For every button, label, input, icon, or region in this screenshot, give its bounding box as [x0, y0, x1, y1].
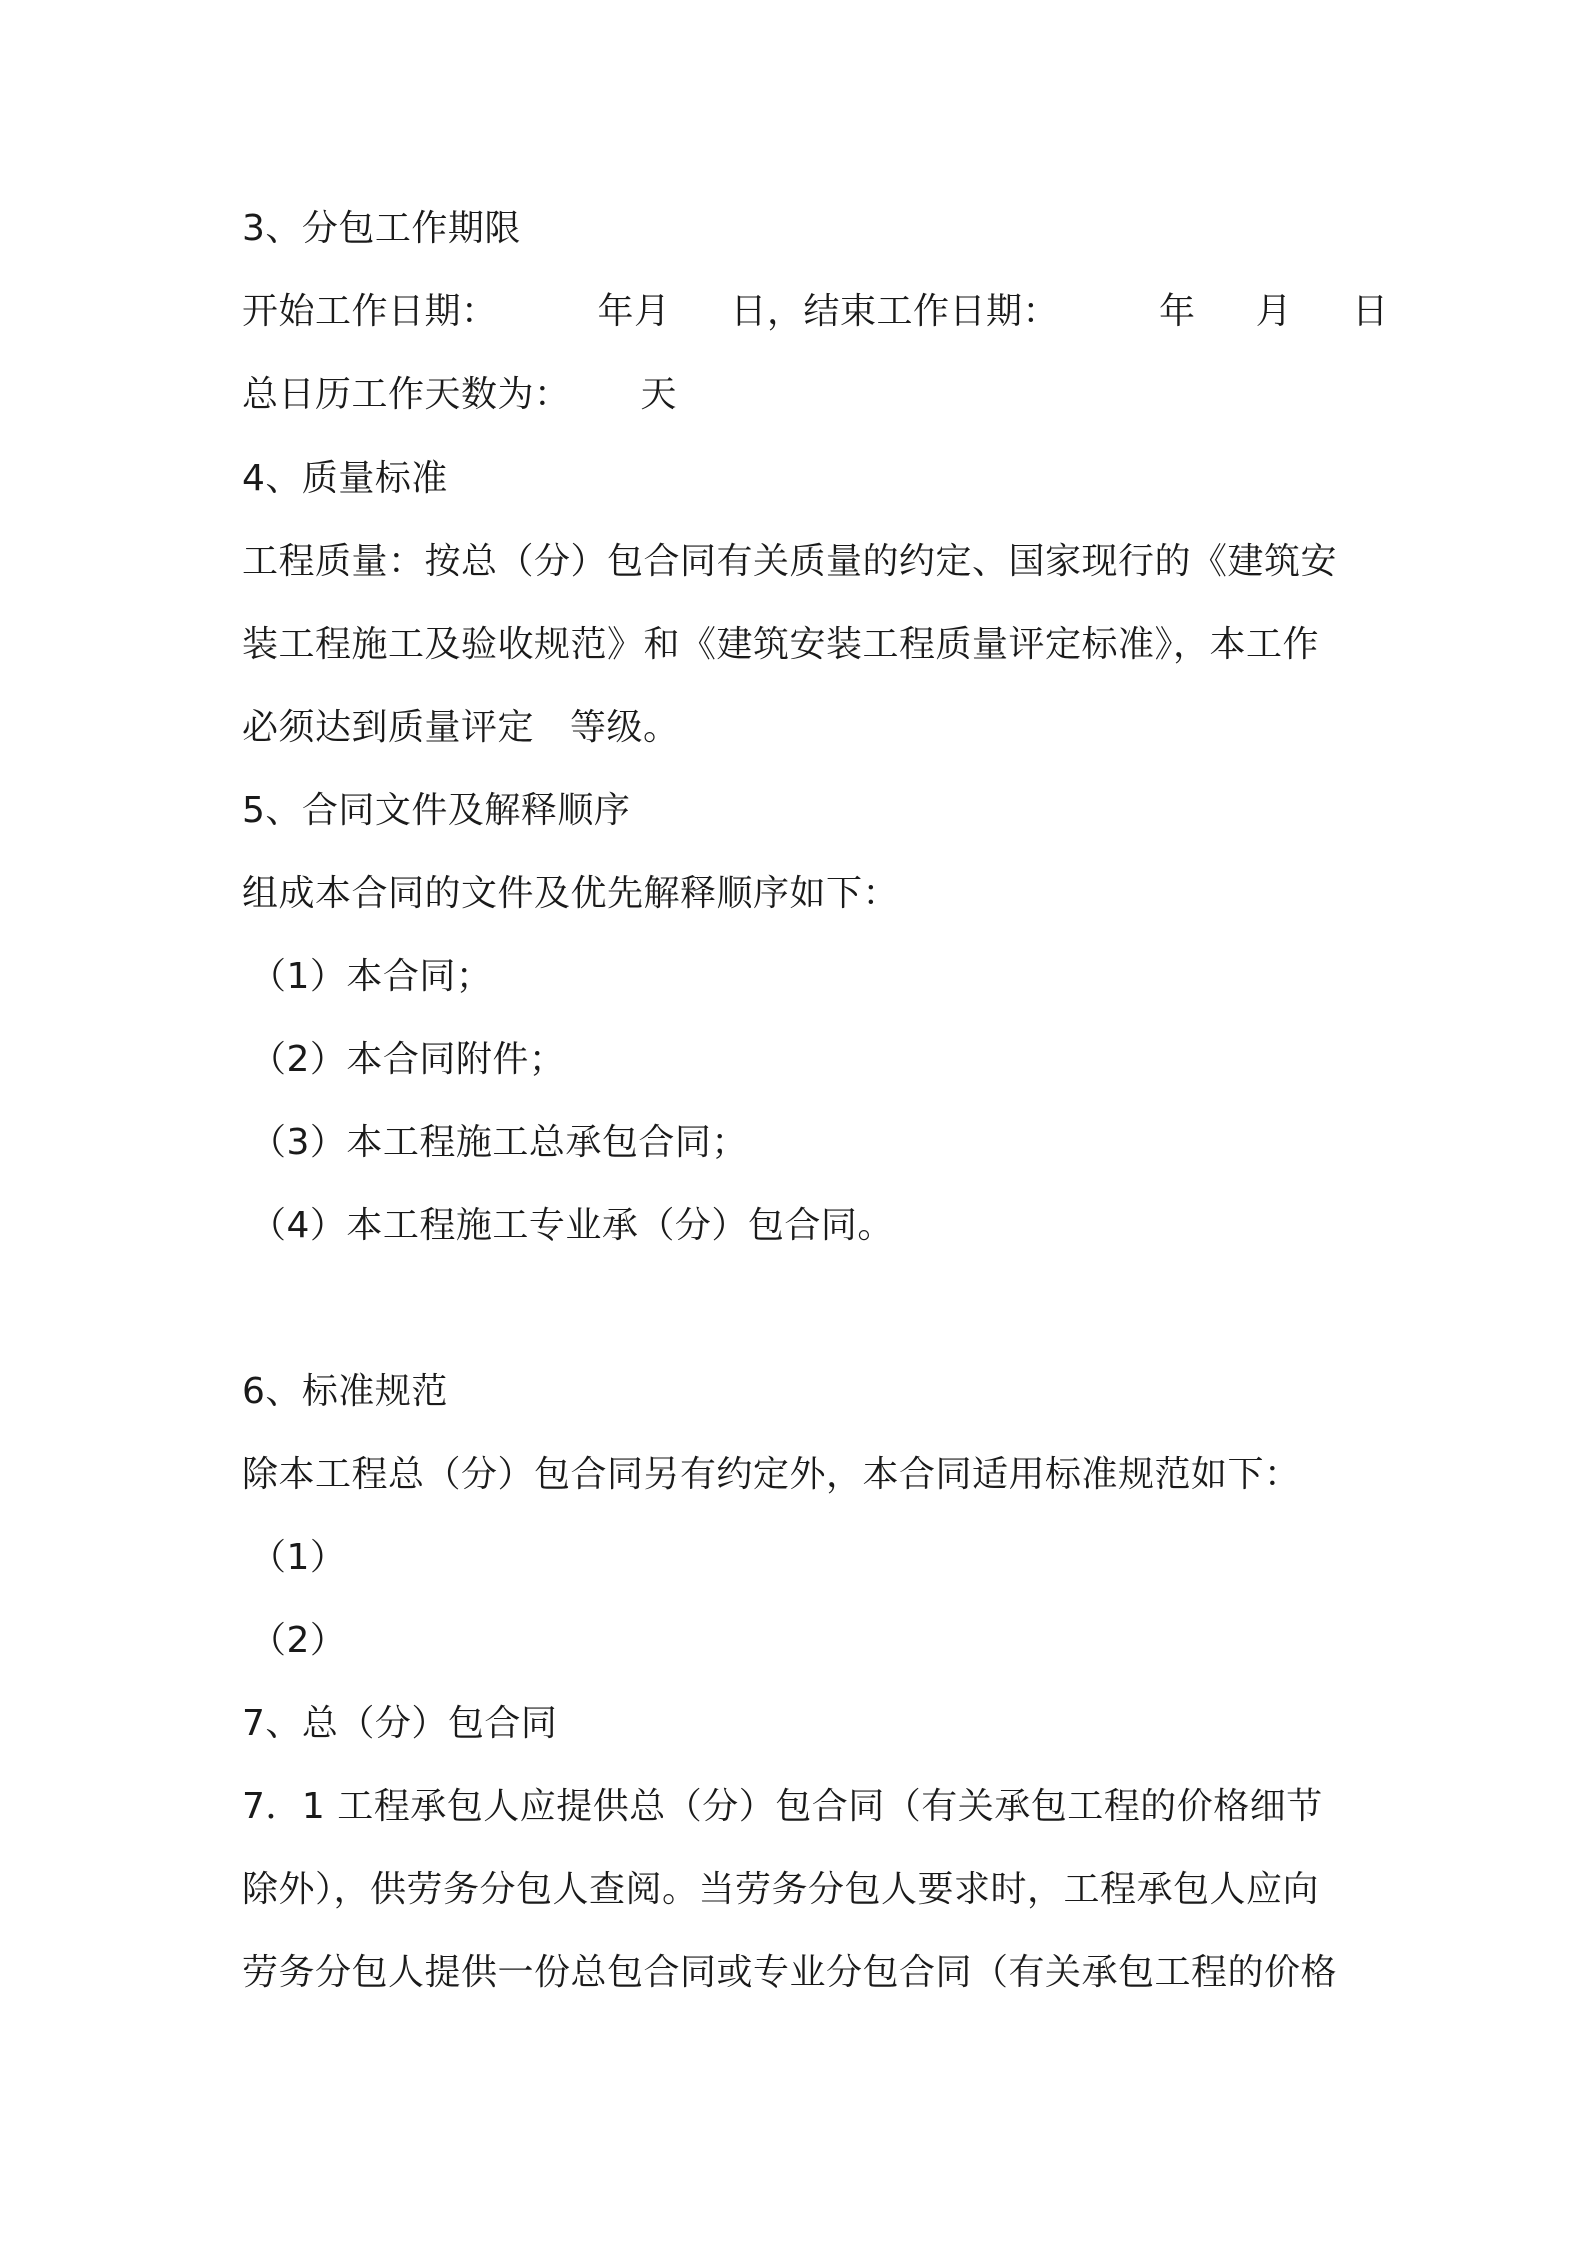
- standards-intro: 除本工程总（分）包合同另有约定外，本合同适用标准规范如下：: [242, 1454, 1301, 1495]
- contract-doc-item: （1）本合同；: [250, 956, 493, 997]
- section-4-heading: 4、质量标准: [242, 458, 448, 499]
- start-year-month: 年月: [597, 291, 671, 332]
- section-7-heading: 7、总（分）包合同: [242, 1703, 558, 1744]
- contract-text-line-3: 劳务分包人提供一份总包合同或专业分包合同（有关承包工程的价格: [242, 1952, 1338, 1993]
- contract-doc-item: （2）本合同附件；: [250, 1039, 566, 1080]
- standard-item: （1）: [250, 1537, 347, 1578]
- start-day-and-end-label: 日，结束工作日期：: [730, 291, 1060, 332]
- section-6-heading: 6、标准规范: [242, 1371, 448, 1412]
- quality-level-suffix: 等级。: [570, 707, 680, 748]
- start-date-label: 开始工作日期：: [242, 291, 498, 332]
- contract-docs-intro: 组成本合同的文件及优先解释顺序如下：: [242, 873, 900, 914]
- section-3-heading: 3、分包工作期限: [242, 208, 521, 249]
- quality-text-line-3: [242, 704, 1362, 752]
- standard-item: （2）: [250, 1620, 347, 1661]
- end-year: 年: [1159, 291, 1196, 332]
- contract-doc-item: （3）本工程施工总承包合同；: [250, 1122, 748, 1163]
- contract-text-line-1: 7．1 工程承包人应提供总（分）包合同（有关承包工程的价格细节: [242, 1786, 1323, 1827]
- total-days-label: 总日历工作天数为：: [242, 374, 571, 415]
- contract-doc-item: （4）本工程施工专业承（分）包合同。: [250, 1205, 894, 1246]
- total-days-line: [242, 371, 1362, 419]
- quality-text-line-1: 工程质量：按总（分）包合同有关质量的约定、国家现行的《建筑安: [242, 541, 1338, 582]
- total-days-unit: 天: [640, 374, 678, 415]
- start-end-date-line: [242, 288, 1389, 336]
- end-day: 日: [1352, 291, 1389, 332]
- contract-text-line-2: 除外），供劳务分包人查阅。当劳务分包人要求时，工程承包人应向: [242, 1869, 1320, 1910]
- end-month: 月: [1255, 291, 1293, 332]
- section-5-heading: 5、合同文件及解释顺序: [242, 790, 631, 831]
- quality-text-line-2: 装工程施工及验收规范》和《建筑安装工程质量评定标准》，本工作: [242, 624, 1320, 665]
- quality-level-label: 必须达到质量评定: [242, 707, 535, 748]
